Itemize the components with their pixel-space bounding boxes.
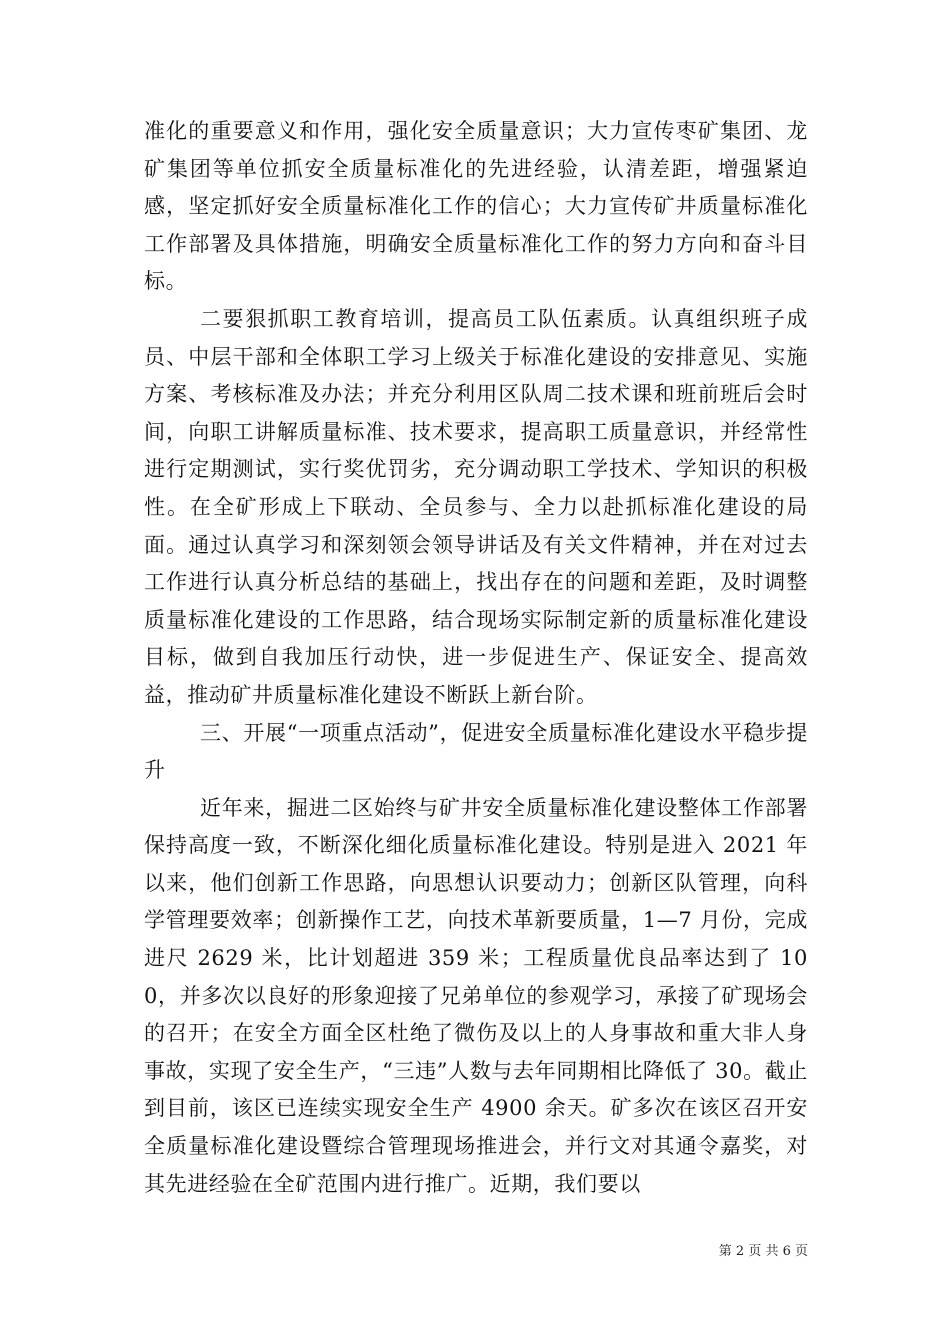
paragraph-1: 准化的重要意义和作用，强化安全质量意识；大力宣传枣矿集团、龙矿集团等单位抓安全质量标准化的先进经验，认清差距，增强紧迫感，坚定抓好安全质量标准化工作的信心；大力宣传矿井质量标准化工作部署及具体措施，明确安全质量标准化工作的努力方向和奋斗目标。	[144, 119, 808, 294]
paragraph-4: 近年来，掘进二区始终与矿井安全质量标准化建设整体工作部署保持高度一致，不断深化细化质量标准化建设。特别是进入 2021 年以来，他们创新工作思路，向思想认识要动力；创新区队管理，向科学管理要效率；创新操作工艺，向技术革新要质量，1—7 月份，完成进尺 2629 米，比计划超进 359 米；工程质量优良品率达到了 100，并多次以良好的形象迎接了兄弟单位的参观学习，承接了矿现场会的召开；在安全方面全区杜绝了微伤及以上的人身事故和重大非人身事故，实现了安全生产，“三违”人数与去年同期相比降低了 30。截止到目前，该区已连续实现安全生产 4900 余天。矿多次在该区召开安全质量标准化建设暨综合管理现场推进会，并行文对其通令嘉奖，对其先进经验在全矿范围内进行推广。近期，我们要以	[144, 795, 808, 1196]
section-heading-3: 三、开展“一项重点活动”，促进安全质量标准化建设水平稳步提升	[144, 720, 808, 783]
page-number-footer: 第 2 页 共 6 页	[718, 1244, 808, 1259]
paragraph-2: 二要狠抓职工教育培训，提高员工队伍素质。认真组织班子成员、中层干部和全体职工学习上级关于标准化建设的安排意见、实施方案、考核标准及办法；并充分利用区队周二技术课和班前班后会时间，向职工讲解质量标准、技术要求，提高职工质量意识，并经常性进行定期测试，实行奖优罚劣，充分调动职工学技术、学知识的积极性。在全矿形成上下联动、全员参与、全力以赴抓标准化建设的局面。通过认真学习和深刻领会领导讲话及有关文件精神，并在对过去工作进行认真分析总结的基础上，找出存在的问题和差距，及时调整质量标准化建设的工作思路，结合现场实际制定新的质量标准化建设目标，做到自我加压行动快，进一步促进生产、保证安全、提高效益，推动矿井质量标准化建设不断跃上新台阶。	[144, 306, 808, 707]
body-text	[144, 113, 808, 1203]
